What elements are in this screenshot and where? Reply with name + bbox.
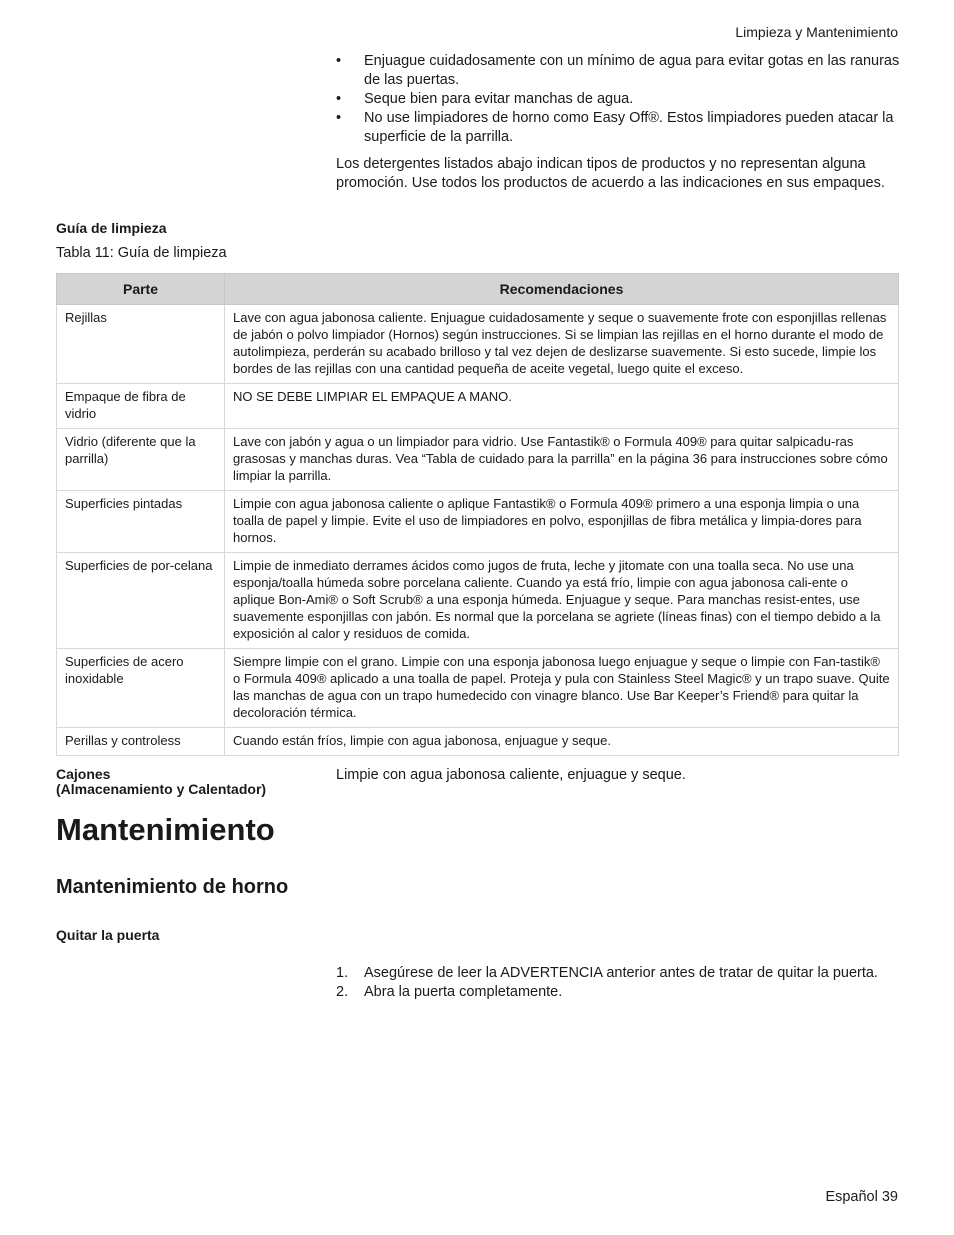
- table-row: [57, 728, 899, 756]
- list-item: [336, 109, 901, 147]
- step-item: [336, 983, 901, 1002]
- bullet-marker: •: [336, 53, 342, 69]
- table-header-row: [57, 274, 899, 305]
- recommendation-cell: NO SE DEBE LIMPIAR EL EMPAQUE A MANO.: [225, 384, 899, 429]
- subsection-title: Mantenimiento de horno: [56, 876, 289, 898]
- running-header: Limpieza y Mantenimiento: [735, 24, 898, 40]
- list-item-text: Seque bien para evitar manchas de agua.: [364, 91, 634, 107]
- cajones-label-line2: (Almacenamiento y Calentador): [56, 781, 267, 797]
- step-text: Asegúrese de leer la ADVERTENCIA anterior antes de tratar de quitar la puerta.: [364, 965, 878, 981]
- part-cell: Vidrio (diferente que la parrilla): [57, 429, 225, 491]
- recommendation-cell: Limpie con agua jabonosa caliente o aplique Fantastik® o Formula 409® primero a una esponja limpia o una toalla de papel y limpie. Evite el uso de limpiadores en polvo, esponjillas de fibra metálica y limpia-dores para hornos.: [225, 491, 899, 553]
- table-row: [57, 305, 899, 384]
- cajones-label: [56, 767, 266, 797]
- part-cell: Empaque de fibra de vidrio: [57, 384, 225, 429]
- bullet-marker: •: [336, 110, 342, 126]
- list-item: [336, 52, 901, 90]
- list-item: [336, 90, 901, 109]
- page-number: Español 39: [825, 1189, 898, 1205]
- part-cell: Perillas y controless: [57, 728, 225, 756]
- bullet-marker: •: [336, 91, 342, 107]
- step-number: 2.: [336, 984, 349, 1000]
- part-cell: Superficies de acero inoxidable: [57, 649, 225, 728]
- recommendation-cell: Lave con jabón y agua o un limpiador para vidrio. Use Fantastik® o Formula 409® para quitar salpicadu-ras grasosas y manchas duras. Vea “Tabla de cuidado para la parrilla” en la página 36 para instrucciones sobre cómo limpiar la parrilla.: [225, 429, 899, 491]
- part-cell: Rejillas: [57, 305, 225, 384]
- procedure-heading: Quitar la puerta: [56, 927, 160, 943]
- list-item-text: No use limpiadores de horno como Easy Off®. Estos limpiadores pueden atacar la superficie de la parrilla.: [364, 110, 894, 145]
- step-number: 1.: [336, 965, 349, 981]
- cajones-recommendation: Limpie con agua jabonosa caliente, enjuague y seque.: [336, 767, 686, 783]
- table-row: [57, 491, 899, 553]
- table-caption: Tabla 11: Guía de limpieza: [56, 245, 227, 261]
- cleaning-guide-table: [56, 273, 899, 756]
- section-title: Mantenimiento: [56, 812, 275, 847]
- part-cell: Superficies de por-celana: [57, 553, 225, 649]
- part-cell: Superficies pintadas: [57, 491, 225, 553]
- table-row: [57, 429, 899, 491]
- table-row: [57, 649, 899, 728]
- recommendation-cell: Lave con agua jabonosa caliente. Enjuague cuidadosamente y seque o suavemente frote con esponjillas rellenas de jabón o polvo limpiador (Hornos) según instrucciones. Si se limpian las rejillas en el horno durante el modo de autolimpieza, perderán su acabado brilloso y tal vez dejen de deslizarse suavemente. Si esto sucede, limpie los bordes de las rejillas con una cantidad pequeña de aceite vegetal, luego quite el exceso.: [225, 305, 899, 384]
- recommendation-cell: Siempre limpie con el grano. Limpie con una esponja jabonosa luego enjuague y seque o limpie con Fan-tastik® o Formula 409® aplicado a una toalla de papel. Proteja y pula con Stainless Steel Magic® y un trapo suave. Quite las manchas de agua con un trapo humedecido con vinagre blanco. Use Bar Keeper’s Friend® para quitar la decoloración térmica.: [225, 649, 899, 728]
- column-header-part: Parte: [57, 274, 225, 305]
- step-text: Abra la puerta completamente.: [364, 984, 563, 1000]
- cajones-label-line1: Cajones: [56, 766, 111, 782]
- table-row: [57, 553, 899, 649]
- guide-heading: Guía de limpieza: [56, 220, 167, 236]
- steps-list: [336, 964, 901, 1002]
- intro-paragraph: Los detergentes listados abajo indican tipos de productos y no representan alguna promoción. Use todos los productos de acuerdo a las indicaciones en sus empaques.: [336, 156, 885, 191]
- list-item-text: Enjuague cuidadosamente con un mínimo de agua para evitar gotas en las ranuras de las puertas.: [364, 53, 900, 88]
- recommendation-cell: Limpie de inmediato derrames ácidos como jugos de fruta, leche y jitomate con una toalla seca. No use una esponja/toalla húmeda sobre porcelana caliente. Cuando ya está frío, limpie con agua jabonosa cali-ente o aplique Bon-Ami® o Soft Scrub® a una esponja húmeda. Enjuague y seque. Para manchas resist-entes, use suavemente esponjillas con jabón. Es normal que la porcelana se agriete (líneas finas) con el tiempo debido a la exposición al calor y residuos de comida.: [225, 553, 899, 649]
- table-row: [57, 384, 899, 429]
- column-header-recommendations: Recomendaciones: [225, 274, 899, 305]
- step-item: [336, 964, 901, 983]
- bullet-list: [336, 52, 901, 147]
- recommendation-cell: Cuando están fríos, limpie con agua jabonosa, enjuague y seque.: [225, 728, 899, 756]
